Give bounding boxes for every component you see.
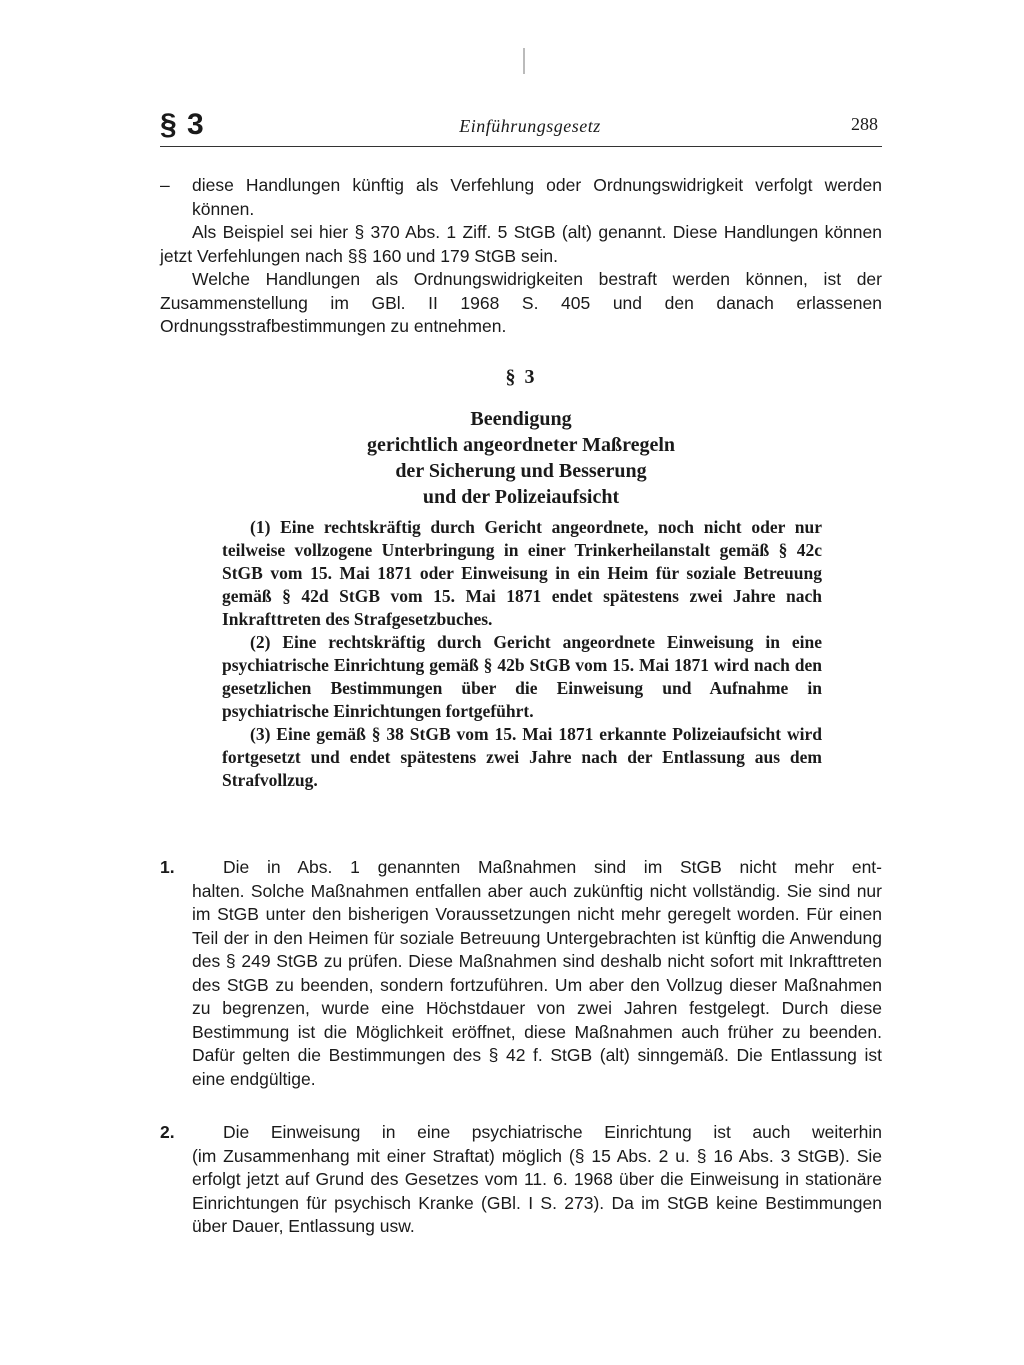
annotation-first-line: Die in Abs. 1 genannten Maßnahmen sind im StGB nicht mehr ent- bbox=[223, 857, 882, 877]
dash-list-item bbox=[160, 174, 882, 221]
law-paragraph-3: (3) Eine gemäß § 38 StGB vom 15. Mai 1871 erkannte Polizeiaufsicht wird fortgesetzt und endet spätestens zwei Jahre nach der Entlassung aus dem Strafvollzug. bbox=[222, 724, 822, 790]
intro-paragraph-2: Welche Handlungen als Ordnungswidrigkeiten bestraft werden können, ist der Zusammenstellung im GBl. II 1968 S. 405 und den danach erlassenen Ordnungsstrafbestimmungen zu entnehmen. bbox=[160, 269, 882, 336]
dash-bullet: – bbox=[160, 175, 170, 195]
section-heading bbox=[160, 406, 882, 510]
annotation-number: 2. bbox=[160, 1122, 175, 1142]
header-rule bbox=[160, 146, 882, 147]
heading-line-1: Beendigung bbox=[470, 408, 572, 430]
annotation-text: (im Zusammenhang mit einer Straftat) möglich (§ 15 Abs. 2 u. § 16 Abs. 3 StGB). Sie erfolgt jetzt auf Grund des Gesetzes vom 11. 6. 1968 über die Einweisung in stationäre Einrichtungen für psychisch Kranke (GBl. I S. 273). Da im StGB keine Bestimmungen über Dauer, Entlassung usw. bbox=[192, 1145, 882, 1236]
page-header bbox=[160, 108, 882, 148]
header-section-number: § 3 bbox=[160, 108, 205, 141]
dash-item-text: diese Handlungen künftig als Verfehlung oder Ordnungswidrigkeit verfolgt werden können. bbox=[192, 175, 882, 219]
annotation-2 bbox=[160, 1121, 882, 1239]
heading-line-2: gerichtlich angeordneter Maßregeln bbox=[366, 434, 676, 456]
law-paragraph-2: (2) Eine rechtskräftig durch Gericht angeordnete Einweisung in eine psychiatrische Einrichtung gemäß § 42b StGB vom 15. Mai 1871 wird nach den gesetzlichen Bestimmungen über die Einweisung und Aufnahme in psychiatrische Einrichtungen fortgeführt. bbox=[222, 632, 822, 721]
heading-line-4: und der Polizeiaufsicht bbox=[422, 486, 620, 508]
section-number: § 3 bbox=[505, 366, 537, 388]
running-title: Einführungsgesetz bbox=[459, 116, 601, 136]
annotation-text: halten. Solche Maßnahmen entfallen aber auch zukünftig nicht vollständig. Sie sind nur im StGB unter den bisherigen Voraussetzungen nicht mehr geregelt worden. Für einen Teil der in den Heimen für soziale Betreuung Untergebrachten ist künftig die Anwendung des § 249 StGB zu prüfen. Diese Maßnahmen sind deshalb nicht sofort mit Inkrafttreten des StGB zu beenden, sondern fortzuführen. Um aber den Vollzug dieser Maßnahmen zu begrenzen, wurde eine Höchstdauer von zwei Jahren festgelegt. Durch diese Bestimmung ist die Möglichkeit eröffnet, diese Maßnahmen auch früher zu beenden. Dafür gelten die Bestimmungen des § 42 f. StGB (alt) sinngemäß. Die Entlassung ist eine endgültige. bbox=[192, 880, 882, 1089]
annotation-1 bbox=[160, 856, 882, 1091]
scan-mark bbox=[523, 48, 525, 74]
page-number: 288 bbox=[851, 114, 878, 134]
intro-text bbox=[160, 174, 882, 339]
annotation-number: 1. bbox=[160, 857, 175, 877]
heading-line-3: der Sicherung und Besserung bbox=[395, 460, 647, 482]
intro-paragraph-1: Als Beispiel sei hier § 370 Abs. 1 Ziff. 5 StGB (alt) genannt. Diese Handlungen können jetzt Verfehlungen nach §§ 160 und 179 StGB sein. bbox=[160, 222, 882, 266]
annotation-first-line: Die Einweisung in eine psychiatrische Einrichtung ist auch weiterhin bbox=[223, 1122, 882, 1142]
law-text bbox=[222, 516, 822, 792]
law-paragraph-1: (1) Eine rechtskräftig durch Gericht angeordnete, noch nicht oder nur teilweise vollzogene Unterbringung in einer Trinkerheilanstalt gemäß § 42c StGB vom 15. Mai 1871 oder Einweisung in ein Heim für soziale Betreuung gemäß § 42d StGB vom 15. Mai 1871 endet spätestens zwei Jahre nach Inkrafttreten des Strafgesetzbuches. bbox=[222, 517, 822, 629]
